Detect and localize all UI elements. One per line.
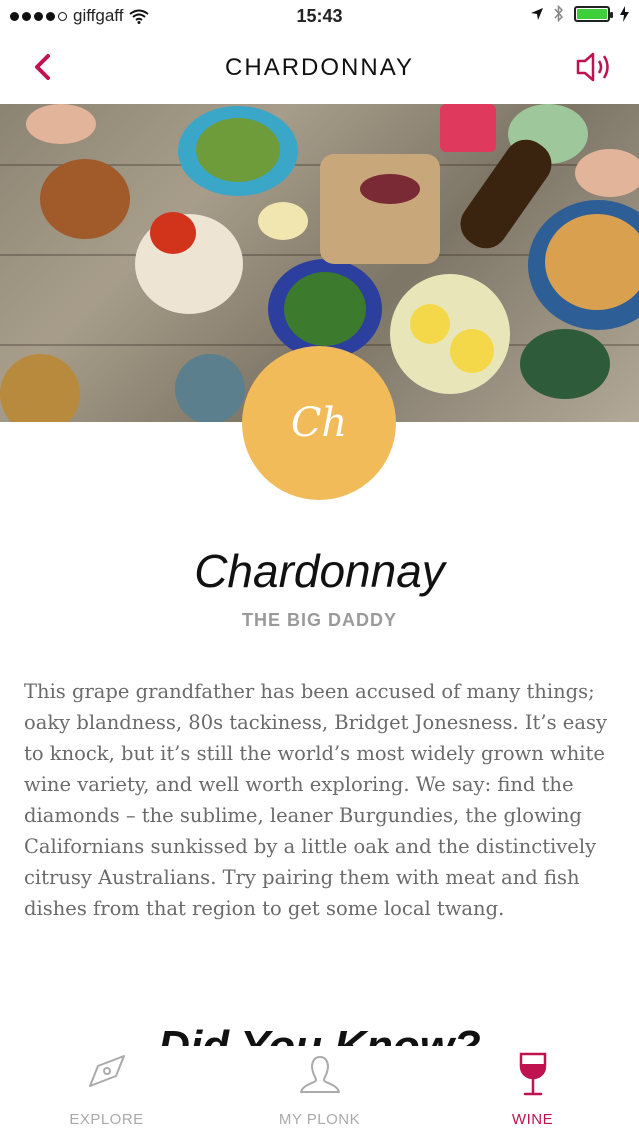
side-plate xyxy=(40,159,130,239)
lemonade-pitcher xyxy=(390,274,510,394)
location-arrow-icon xyxy=(530,7,544,21)
user-icon xyxy=(297,1052,343,1098)
wine-glass-icon xyxy=(513,1052,553,1098)
wine-name: Chardonnay xyxy=(194,545,445,597)
badge-initials: Ch xyxy=(290,400,348,446)
status-time: 15:43 xyxy=(296,6,343,26)
bluetooth-icon xyxy=(554,5,564,22)
battery-icon xyxy=(574,6,610,22)
tab-explore[interactable] xyxy=(0,1046,213,1136)
charging-icon xyxy=(620,6,629,22)
page-title: CHARDONNAY xyxy=(225,54,414,81)
tab-my-plonk[interactable] xyxy=(213,1046,426,1136)
tab-bar xyxy=(0,1046,639,1136)
wine-subtitle: THE BIG DADDY xyxy=(241,610,397,630)
wine-initials-badge xyxy=(242,346,396,500)
tab-wine[interactable] xyxy=(426,1046,639,1136)
compass-icon xyxy=(84,1052,130,1094)
tab-label: MY PLONK xyxy=(278,1111,361,1128)
cutting-board xyxy=(320,154,440,264)
status-bar xyxy=(0,0,639,34)
tab-label: EXPLORE xyxy=(69,1111,144,1128)
speaker-icon xyxy=(575,50,615,84)
carrier-name: giffgaff xyxy=(73,6,124,25)
status-right-icons xyxy=(530,5,629,22)
audio-button[interactable] xyxy=(575,50,615,84)
navigation-bar xyxy=(0,34,639,104)
tab-label: WINE xyxy=(511,1111,554,1128)
wine-description: This grape grandfather has been accused of many things; oaky blandness, 80s tackiness, Bridget Jonesness. It’s easy to knock, but it’s still the world’s most widely grown white wine variety, and well worth exploring. We say: find the diamonds – the sublime, leaner Burgundies, the glowing Californians sunkissed by a little oak and the distinctively citrusy Australians. Try pairing them with meat and fish dishes from that region to get some local twang. xyxy=(24,680,607,920)
